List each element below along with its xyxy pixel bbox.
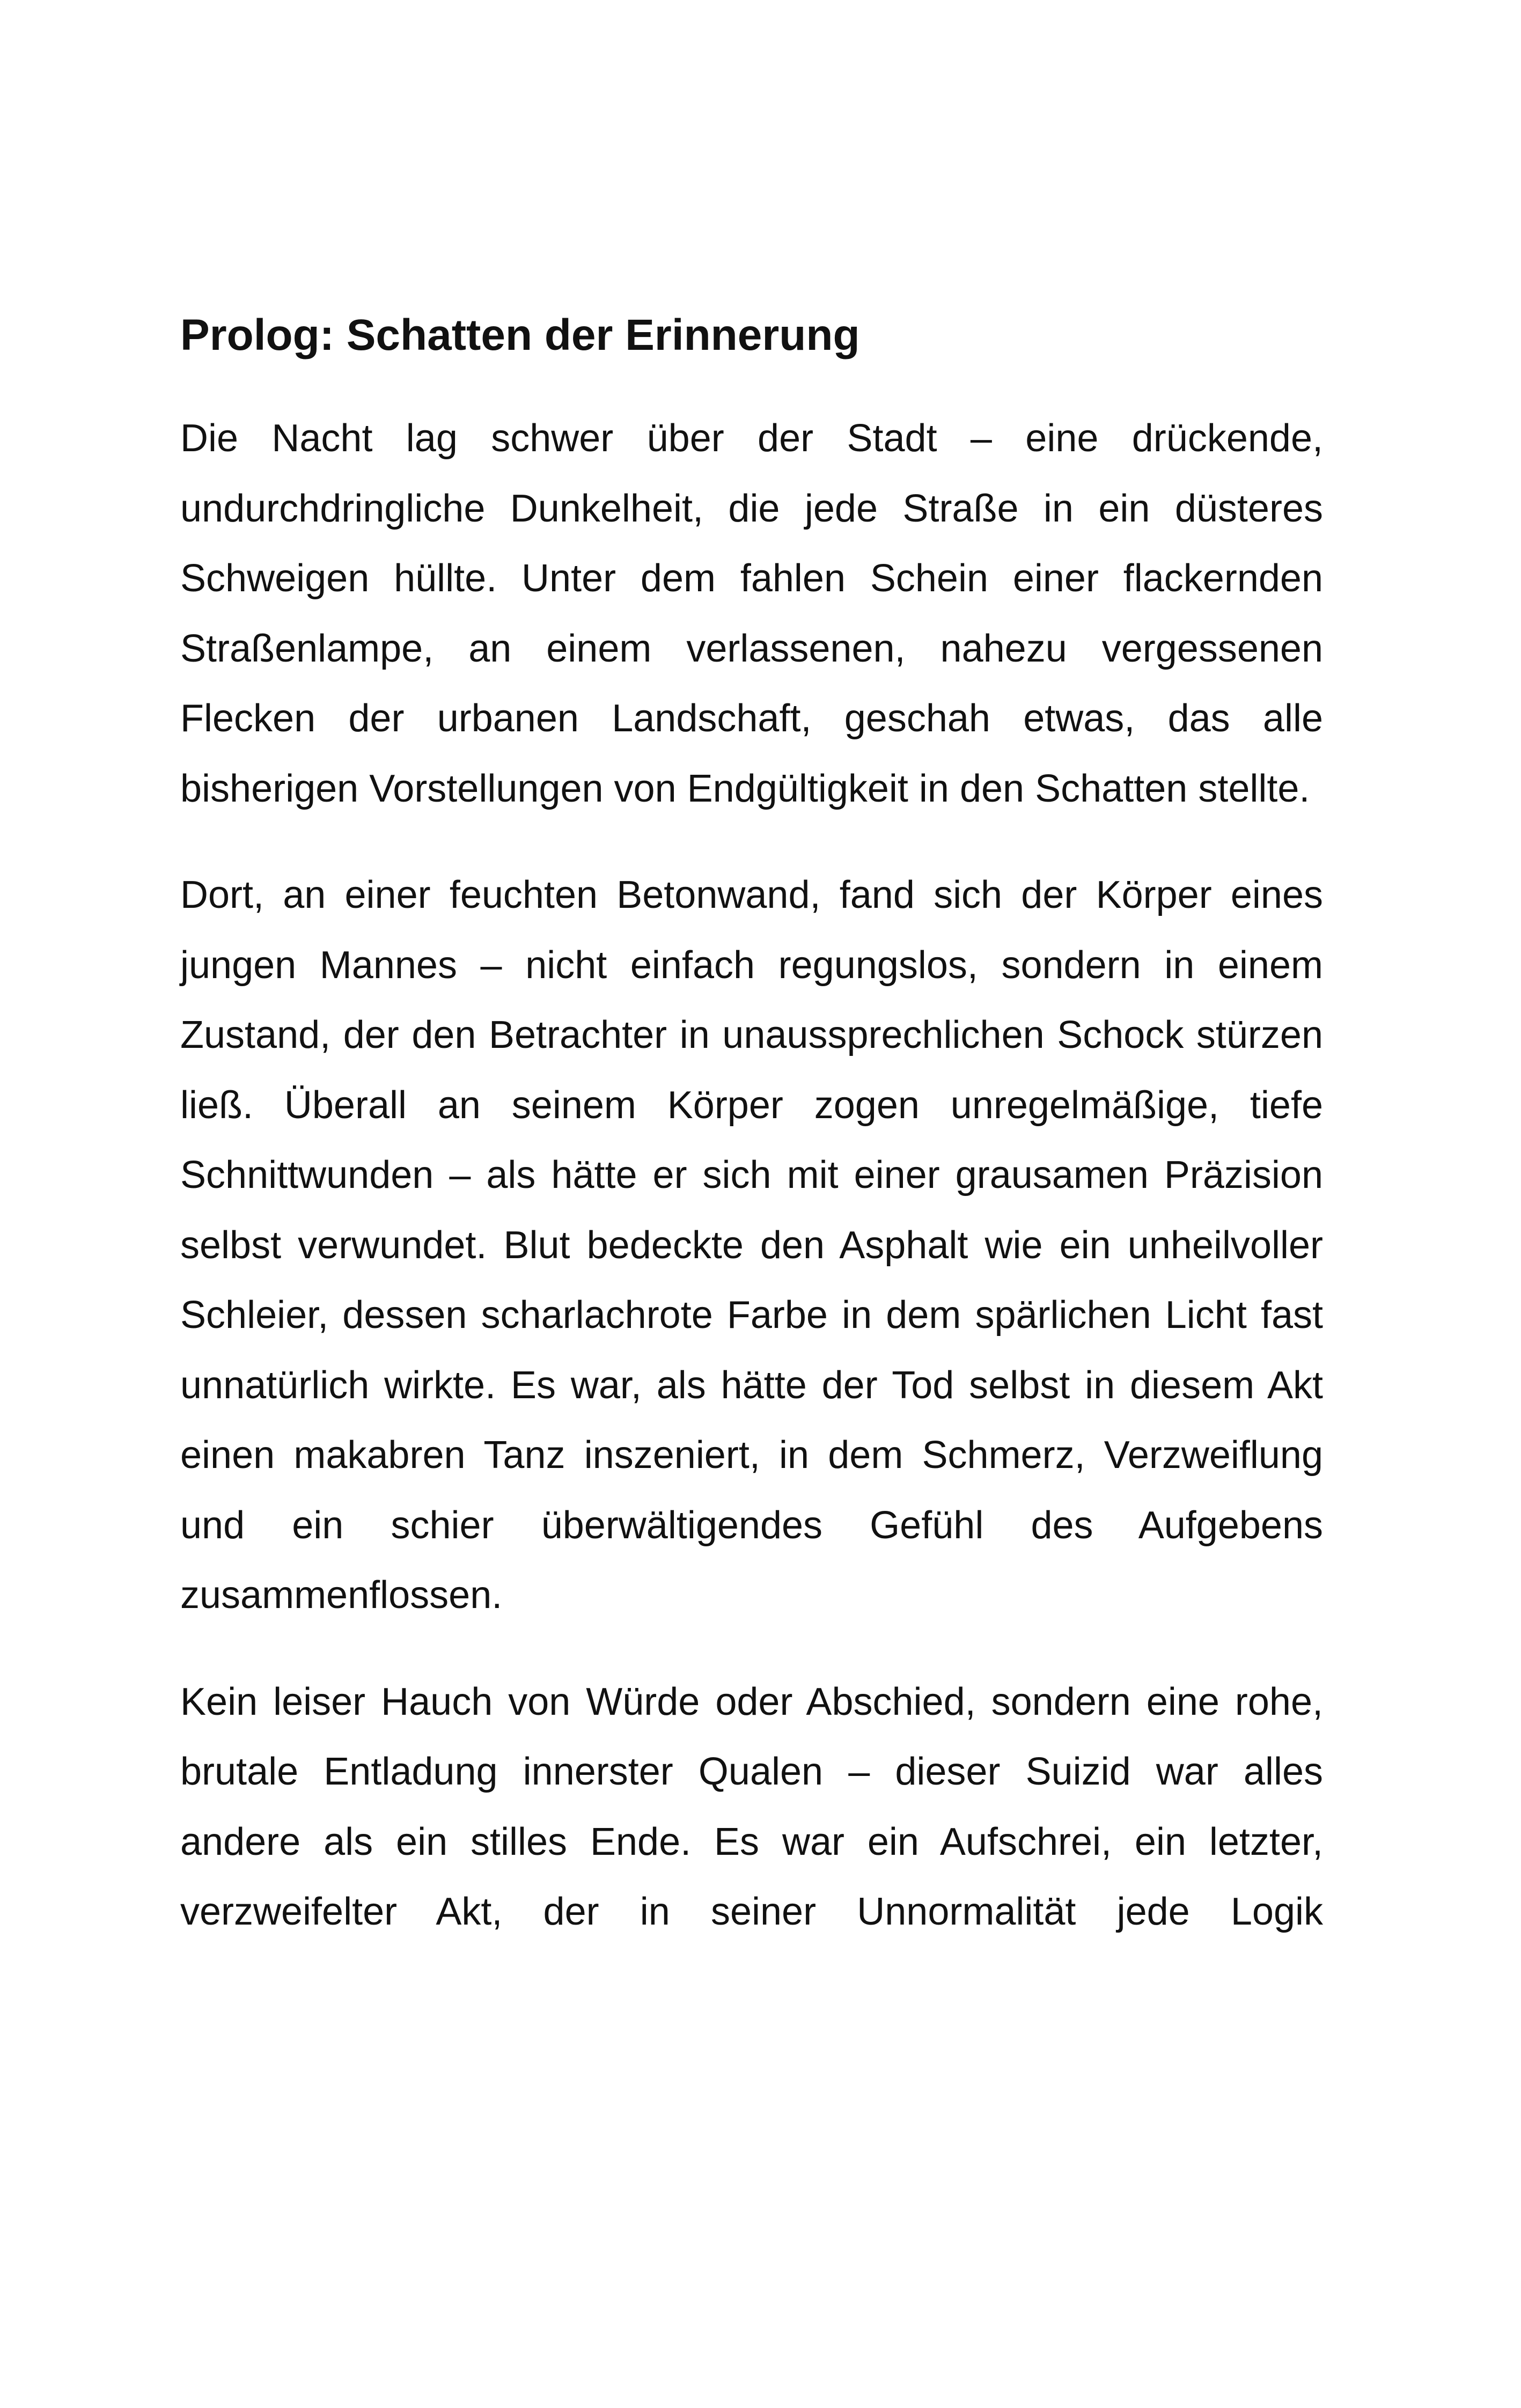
paragraph-1: Die Nacht lag schwer über der Stadt – eine drückende, undurchdringliche Dunkelheit, die jede Straße in ein düsteres Schweigen hüllte. Unter dem fahlen Schein einer flackernden Straßenlampe, an einem verlassenen, nahezu vergessenen Flecken der urbanen Landschaft, geschah etwas, das alle bisherigen Vorstellungen von Endgültigkeit in den Schatten stellte.	[180, 417, 1323, 810]
paragraph-2: Dort, an einer feuchten Betonwand, fand sich der Körper eines jungen Mannes – nicht einfach regungslos, sondern in einem Zustand, der den Betrachter in unaussprechlichen Schock stürzen ließ. Überall an seinem Körper zogen unregelmäßige, tiefe Schnittwunden – als hätte er sich mit einer grausamen Präzision selbst verwundet. Blut bedeckte den Asphalt wie ein unheilvoller Schleier, dessen scharlachrote Farbe in dem spärlichen Licht fast unnatürlich wirkte. Es war, als hätte der Tod selbst in diesem Akt einen makabren Tanz inszeniert, in dem Schmerz, Verzweiflung und ein schier überwältigendes Gefühl des Aufgebens zusammenflossen.	[180, 873, 1323, 1617]
paragraph-3: Kein leiser Hauch von Würde oder Abschied, sondern eine rohe, brutale Entladung innerster Qualen – dieser Suizid war alles andere als ein stilles Ende. Es war ein Aufschrei, ein letzter, verzweifelter Akt, der in seiner Unnormalität jede Logik	[180, 1680, 1323, 1933]
chapter-body	[180, 300, 1323, 1947]
chapter-title: Prolog: Schatten der Erinnerung	[180, 311, 860, 359]
